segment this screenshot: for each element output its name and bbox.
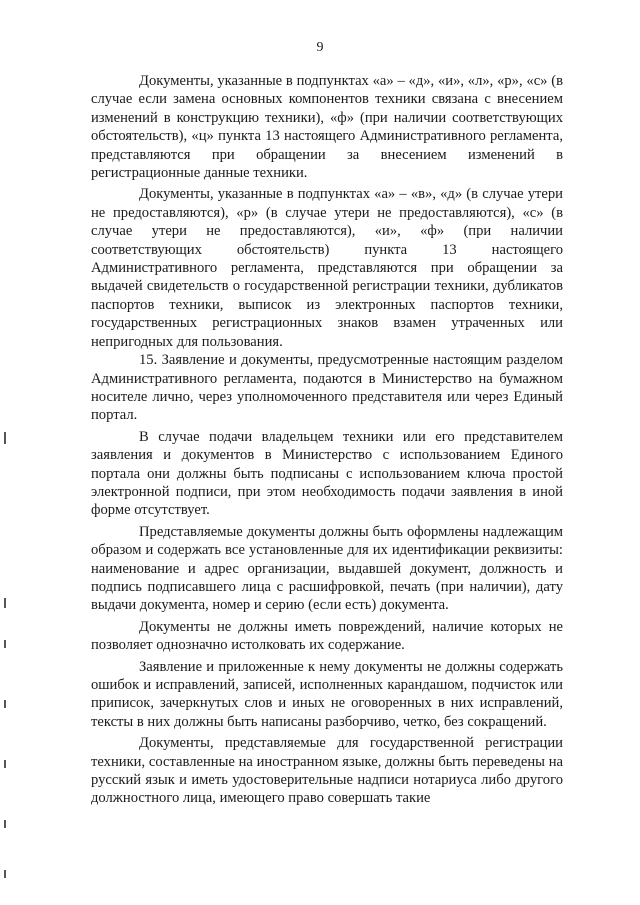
scan-margin-mark — [4, 432, 6, 444]
paragraph: Представляемые документы должны быть оформлены надлежащим образом и содержать все установленные для их идентификации реквизиты: наименование и адрес организации, выдавшей документ, должность и подпись подписавшего лица с расшифровкой, печать (при наличии), дату выдачи документа, номер и серию (если есть) документа. — [91, 523, 563, 614]
scan-margin-mark — [4, 700, 6, 708]
scan-margin-mark — [4, 640, 6, 648]
scan-margin-mark — [4, 870, 6, 878]
paragraph: Заявление и приложенные к нему документы не должны содержать ошибок и исправлений, записей, исполненных карандашом, подчисток или приписок, зачеркнутых слов и иных не оговоренных в них исправлений, тексты в них должны быть написаны разборчиво, четко, без сокращений. — [91, 658, 563, 730]
page-number: 9 — [316, 40, 324, 55]
paragraph: 15. Заявление и документы, предусмотренные настоящим разделом Административного регламента, подаются в Министерство на бумажном носителе лично, через уполномоченного представителя или через Единый портал. — [91, 352, 563, 424]
paragraph: В случае подачи владельцем техники или его представителем заявления и документов в Министерство с использованием Единого портала они должны быть подписаны с использованием ключа простой электронной подписи, при этом необходимость подачи заявления в иной форме отсутствует. — [91, 428, 563, 519]
paragraph: Документы, представляемые для государственной регистрации техники, составленные на иностранном языке, должны быть переведены на русский язык и иметь удостоверительные надписи нотариуса либо другого должностного лица, имеющего право совершать такие — [91, 735, 563, 807]
paragraph: Документы, указанные в подпунктах «а» – «в», «д» (в случае утери не предоставляются), «р» (в случае утери не предоставляются), «с» (в случае утери не предоставляются), «и», «ф» (при наличии соответствующих обстоятельств) пункта 13 настоящего Административного регламента, представляются при обращении за выдачей свидетельств о государственной регистрации техники, дубликатов паспортов техники, выписок из электронных паспортов техники, государственных регистрационных знаков взамен утраченных или непригодных для пользования. — [91, 186, 563, 350]
document-body — [91, 72, 563, 811]
scan-margin-mark — [4, 760, 6, 768]
paragraph: Документы, указанные в подпунктах «а» – «д», «и», «л», «р», «с» (в случае если замена основных компонентов техники связана с внесением изменений в конструкцию техники), «ф» (при наличии соответствующих обстоятельств), «ц» пункта 13 настоящего Административного регламента, представляются при обращении за внесением изменений в регистрационные данные техники. — [91, 73, 563, 182]
scan-margin-mark — [4, 598, 6, 608]
paragraph: Документы не должны иметь повреждений, наличие которых не позволяет однозначно истолковать их содержание. — [91, 618, 563, 654]
scan-margin-mark — [4, 820, 6, 828]
